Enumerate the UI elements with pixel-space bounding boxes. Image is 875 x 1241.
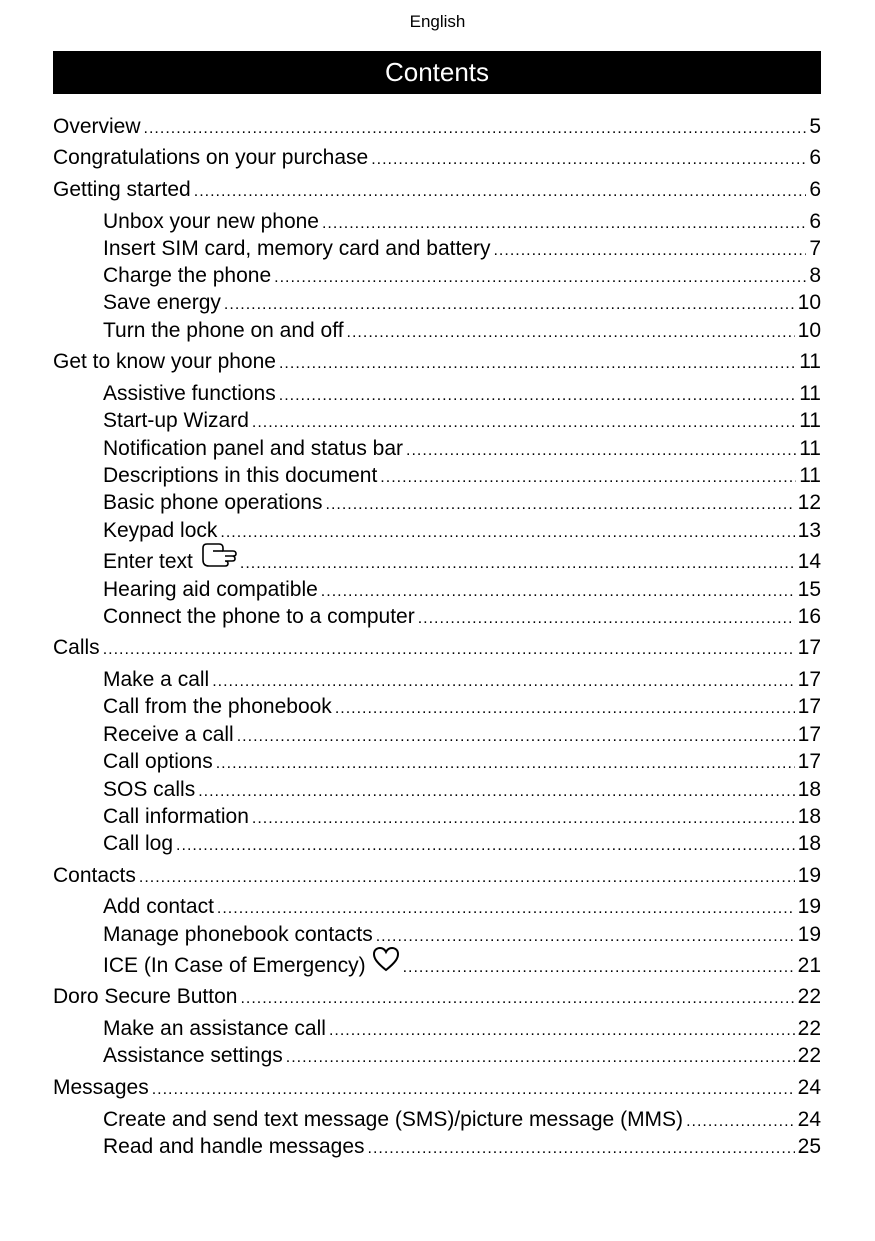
toc-entry[interactable] <box>53 981 821 1009</box>
toc-entry-title-text: Save energy <box>103 291 221 314</box>
toc-page-number: 16 <box>797 605 821 628</box>
toc-entry-title-text: Descriptions in this document <box>103 464 378 487</box>
toc-dot-leader <box>418 609 795 629</box>
toc-dot-leader <box>240 554 795 574</box>
toc-page-number: 6 <box>809 210 821 233</box>
toc-entry-title <box>53 985 237 1009</box>
toc-entry-title <box>103 578 318 602</box>
toc-page-number: 6 <box>809 146 821 169</box>
toc-entry[interactable] <box>103 664 821 692</box>
toc-dot-leader <box>371 150 806 170</box>
toc-entry-title-text: Create and send text message (SMS)/picture message (MMS) <box>103 1108 684 1131</box>
toc-entry-title-text: Call options <box>103 750 213 773</box>
toc-entry-title <box>103 923 373 947</box>
toc-entry-title <box>53 864 136 888</box>
toc-entry-title-text: Doro Secure Button <box>53 985 238 1008</box>
toc-entry-title <box>103 1017 326 1041</box>
toc-entry-title <box>103 668 209 692</box>
toc-dot-leader <box>329 1021 795 1041</box>
toc-page-number: 6 <box>809 178 821 201</box>
toc-entry-title-text: Getting started <box>53 178 191 201</box>
toc-entry-title <box>103 491 323 515</box>
toc-dot-leader <box>240 989 794 1009</box>
toc-dot-leader <box>347 323 795 343</box>
toc-dot-leader <box>212 672 794 692</box>
toc-entry[interactable] <box>103 919 821 947</box>
toc-entry[interactable] <box>103 206 821 234</box>
toc-entry-title-text: Make a call <box>103 668 210 691</box>
toc-entry-title <box>103 605 415 629</box>
toc-entry-title-text: Connect the phone to a computer <box>103 605 415 628</box>
toc-page-number: 15 <box>797 578 821 601</box>
toc-page-number: 13 <box>797 519 821 542</box>
toc-page-number: 19 <box>797 864 821 887</box>
toc-page-number: 18 <box>797 832 821 855</box>
toc-entry-title <box>53 146 368 170</box>
toc-dot-leader <box>376 927 795 947</box>
toc-page-number: 11 <box>799 464 821 487</box>
toc-entry-title <box>103 319 344 343</box>
toc-entry[interactable] <box>53 632 821 660</box>
toc-entry-title <box>103 750 213 774</box>
toc-page-number: 17 <box>797 695 821 718</box>
toc-dot-leader <box>406 441 796 461</box>
toc-entry-title-text: Enter text <box>103 550 193 573</box>
toc-dot-leader <box>224 295 795 315</box>
toc-entry[interactable] <box>103 515 821 543</box>
toc-entry-title <box>103 264 271 288</box>
toc-entry[interactable] <box>103 487 821 515</box>
toc-entry[interactable] <box>103 546 821 574</box>
toc-page-number: 12 <box>797 491 821 514</box>
toc-dot-leader <box>152 1080 795 1100</box>
toc-entry-title-text: Read and handle messages <box>103 1135 365 1158</box>
toc-page-number: 10 <box>797 291 821 314</box>
toc-entry-title-text: Assistance settings <box>103 1044 283 1067</box>
toc-dot-leader <box>326 495 795 515</box>
toc-page-number: 24 <box>797 1108 821 1131</box>
toc-entry[interactable] <box>103 1040 821 1068</box>
toc-entry-title <box>103 1044 283 1068</box>
toc-page-number: 17 <box>797 668 821 691</box>
toc-entry-title-text: Hearing aid compatible <box>103 578 318 601</box>
toc-entry-title-text: Assistive functions <box>103 382 276 405</box>
toc-entry-title <box>103 464 377 488</box>
toc-entry[interactable] <box>103 1104 821 1132</box>
toc-page-number: 22 <box>797 985 821 1008</box>
heart-icon <box>372 946 400 978</box>
toc-page-number: 21 <box>797 954 821 977</box>
toc-entry[interactable] <box>103 601 821 629</box>
toc-entry[interactable] <box>53 174 821 202</box>
toc-entry-title-text: Turn the phone on and off <box>103 319 344 342</box>
keypad-hand-icon <box>199 542 237 574</box>
toc-entry-title <box>53 115 141 139</box>
toc-dot-leader <box>322 214 806 234</box>
toc-dot-leader <box>335 699 795 719</box>
toc-entry[interactable] <box>103 801 821 829</box>
toc-entry[interactable] <box>103 378 821 406</box>
toc-entry-title <box>103 437 403 461</box>
toc-entry-title <box>103 778 195 802</box>
toc-entry-title-text: Manage phonebook contacts <box>103 923 373 946</box>
toc-page-number: 22 <box>797 1044 821 1067</box>
toc-dot-leader <box>252 413 796 433</box>
toc-dot-leader <box>321 582 795 602</box>
toc-dot-leader <box>686 1112 795 1132</box>
toc-entry-title <box>103 832 173 856</box>
toc-entry[interactable] <box>103 719 821 747</box>
toc-entry-title <box>53 178 191 202</box>
toc-entry[interactable] <box>103 1013 821 1041</box>
toc-entry-title-text: Congratulations on your purchase <box>53 146 369 169</box>
toc-page-number: 18 <box>797 805 821 828</box>
toc-dot-leader <box>286 1048 795 1068</box>
toc-entry-title-text: Keypad lock <box>103 519 218 542</box>
toc-page-number: 8 <box>809 264 821 287</box>
toc-dot-leader <box>217 899 795 919</box>
toc-entry-title-text: ICE (In Case of Emergency) <box>103 954 366 977</box>
toc-entry[interactable] <box>103 828 821 856</box>
toc-dot-leader <box>103 640 795 660</box>
toc-dot-leader <box>198 782 794 802</box>
toc-page-number: 11 <box>799 437 821 460</box>
toc-entry-title <box>103 895 214 919</box>
toc-entry[interactable] <box>103 691 821 719</box>
toc-entry[interactable] <box>103 1131 821 1159</box>
toc-entry[interactable] <box>103 891 821 919</box>
toc-entry-title <box>103 237 490 261</box>
toc-entry-title <box>103 946 400 978</box>
toc-entry-title <box>103 1135 365 1159</box>
toc-entry[interactable] <box>53 860 821 888</box>
toc-entry-title-text: Get to know your phone <box>53 350 276 373</box>
toc-entry-title <box>53 1076 149 1100</box>
toc-entry-title-text: Call log <box>103 832 174 855</box>
toc-page-number: 11 <box>799 350 821 373</box>
toc-entry-title <box>103 409 249 433</box>
toc-entry[interactable] <box>103 574 821 602</box>
toc-entry-title-text: Make an assistance call <box>103 1017 326 1040</box>
toc-entry[interactable] <box>103 774 821 802</box>
toc-dot-leader <box>139 868 795 888</box>
toc-page-number: 17 <box>797 723 821 746</box>
toc-page-number: 22 <box>797 1017 821 1040</box>
toc-entry-title <box>103 723 234 747</box>
toc-dot-leader <box>176 836 795 856</box>
toc-entry-title <box>103 1108 683 1132</box>
toc-entry-title <box>103 519 217 543</box>
toc-page-number: 7 <box>809 237 821 260</box>
toc-dot-leader <box>279 354 796 374</box>
toc-entry-title <box>103 542 237 574</box>
toc-entry-title-text: Call information <box>103 805 249 828</box>
toc-entry-title-text: Messages <box>53 1076 149 1099</box>
toc-dot-leader <box>368 1139 795 1159</box>
toc-dot-leader <box>216 754 795 774</box>
contents-title: Contents <box>53 51 821 94</box>
toc-entry-title-text: Overview <box>53 115 141 138</box>
toc-entry-title <box>103 695 332 719</box>
toc-entry-title <box>103 291 221 315</box>
toc-entry[interactable] <box>53 1072 821 1100</box>
toc-dot-leader <box>493 241 806 261</box>
toc-entry-title-text: Notification panel and status bar <box>103 437 404 460</box>
toc-page-number: 11 <box>799 382 821 405</box>
toc-page-number: 14 <box>797 550 821 573</box>
toc-page-number: 19 <box>797 895 821 918</box>
toc-page-number: 19 <box>797 923 821 946</box>
toc-entry-title <box>53 636 100 660</box>
toc-page-number: 17 <box>797 636 821 659</box>
toc-entry[interactable] <box>53 111 821 139</box>
toc-entry-title-text: Contacts <box>53 864 136 887</box>
toc-page-number: 17 <box>797 750 821 773</box>
toc-dot-leader <box>194 182 807 202</box>
toc-page-number: 11 <box>799 409 821 432</box>
toc-dot-leader <box>144 119 807 139</box>
toc-page-number: 24 <box>797 1076 821 1099</box>
toc-entry[interactable] <box>103 233 821 261</box>
toc-dot-leader <box>237 727 795 747</box>
toc-dot-leader <box>403 958 795 978</box>
toc-dot-leader <box>274 268 806 288</box>
toc-entry-title <box>103 210 319 234</box>
toc-dot-leader <box>380 468 796 488</box>
toc-page-number: 5 <box>809 115 821 138</box>
toc-entry[interactable] <box>103 260 821 288</box>
toc-entry-title-text: Receive a call <box>103 723 234 746</box>
toc-entry-title-text: Start-up Wizard <box>103 409 249 432</box>
toc-page-number: 10 <box>797 319 821 342</box>
toc-page-number: 25 <box>797 1135 821 1158</box>
page-language-header: English <box>409 12 466 31</box>
toc-entry[interactable] <box>53 346 821 374</box>
toc-entry[interactable] <box>103 950 821 978</box>
toc-entry-title-text: SOS calls <box>103 778 196 801</box>
toc-entry-title <box>53 350 276 374</box>
toc-entry-title-text: Call from the phonebook <box>103 695 332 718</box>
toc-entry-title-text: Basic phone operations <box>103 491 323 514</box>
toc-entry-title <box>103 382 276 406</box>
toc-entry[interactable] <box>103 287 821 315</box>
toc-entry-title <box>103 805 249 829</box>
toc-entry[interactable] <box>103 433 821 461</box>
toc-entry[interactable] <box>103 315 821 343</box>
toc-entry[interactable] <box>103 405 821 433</box>
toc-dot-leader <box>279 386 796 406</box>
toc-entry-title-text: Insert SIM card, memory card and battery <box>103 237 491 260</box>
toc-entry[interactable] <box>103 460 821 488</box>
toc-entry[interactable] <box>103 746 821 774</box>
toc-entry-title-text: Add contact <box>103 895 214 918</box>
toc-entry-title-text: Charge the phone <box>103 264 272 287</box>
toc-entry-title-text: Unbox your new phone <box>103 210 319 233</box>
toc-page-number: 18 <box>797 778 821 801</box>
toc-dot-leader <box>220 523 794 543</box>
toc-dot-leader <box>252 809 795 829</box>
toc-entry-title-text: Calls <box>53 636 100 659</box>
toc-entry[interactable] <box>53 142 821 170</box>
